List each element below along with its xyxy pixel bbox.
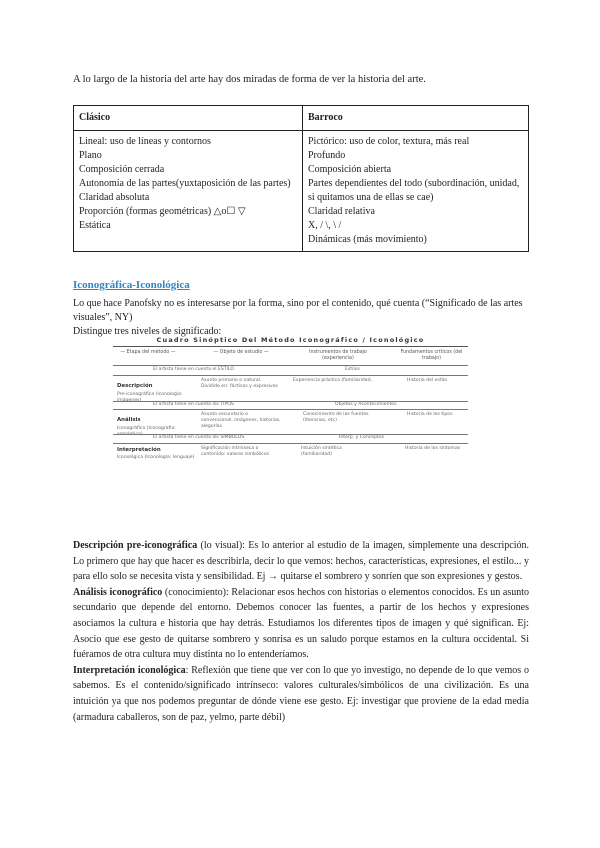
clasico-item: Proporción (formas geométricas) △o☐ ▽ — [79, 206, 246, 217]
barroco-item: Composición abierta — [308, 164, 392, 175]
level-paragraph — [73, 585, 529, 663]
figure-rule — [113, 443, 468, 444]
level-text: (conocimiento): Relacionar esos hechos con historias o elementos conocidos. Es un asunto secundario que depende del entorno. Debemos conocer las fuentes, a partir de los hechos y expresiones asociamos la cultura e historia que hay detrás. Estudiamos los diferentes tipos de imagen y qué significan. Ej: Asocio que ese gesto de quitarse sombrero y sonrisa es un saludo porque estamos en la cultura occidental. Si fuéramos de otra cultura muy distinta no lo entenderíamos. — [73, 586, 529, 661]
figure-row-note-right: Interp. y Conceptos — [339, 435, 384, 440]
figure-row-note: El artista tiene en cuenta los TIPOS — [153, 402, 234, 407]
figure-row-label: Interpretación — [117, 447, 161, 453]
figure-row-label: Descripción — [117, 383, 153, 389]
levels-intro: Distingue tres niveles de significado: — [73, 326, 222, 337]
clasico-item: Lineal: uso de líneas y contornos — [79, 136, 211, 147]
figure-row-foundation: Historia de los síntomas — [405, 446, 461, 451]
level-text: (lo visual): Es lo anterior al estudio de la imagen, simplemente una descripción. Lo primero que hay que hacer es describirla, decir lo que vemos: hechos, características, expresiones, el estilo... y para ello solo se necesita vista y sensibilidad. Ej → quitarse el sombrero y sonríen que son expresiones y gestos. — [73, 540, 529, 583]
level-text: : Reflexión que tiene que ver con lo que yo investigo, no depende de lo que vemos o sabemos. Es el contenido/significado intrínseco: valores culturales/simbólicos de una civilización. Es una intuición ya que nos podemos preguntar de dónde viene ese gesto. Ej: investigar que proviene de la edad media (armadura caballeros, son de paz, yelmo, parte débil) — [73, 664, 529, 723]
figure-row-note: El artista tiene en cuenta el ESTILO — [153, 367, 234, 372]
level-title: Interpretación iconológica — [73, 664, 186, 676]
comparison-header-row — [74, 106, 529, 131]
barroco-cell — [303, 131, 529, 252]
figure-col-header: Instrumentos de trabajo (experiencia) — [309, 350, 367, 361]
figure-row-instrument: Experiencia práctica (familiaridad, — [293, 378, 372, 383]
figure-rule — [113, 375, 468, 376]
figure-row-object: Asunto primario o natural. Dividido en: fácticos y expresivos — [201, 378, 278, 389]
barroco-item: Claridad relativa — [308, 206, 375, 217]
barroco-item: Dinámicas (más movimiento) — [308, 234, 427, 245]
figure-row-note-right: Objetos y Acontecimientos — [335, 402, 397, 407]
figure-row-foundation: Historia de los tipos — [407, 412, 453, 417]
figure-col-header: — Etapa del método — — [120, 350, 176, 355]
figure-title-rule — [113, 346, 468, 347]
header-clasico: Clásico — [74, 106, 303, 131]
clasico-item: Composición cerrada — [79, 164, 165, 175]
clasico-item: Plano — [79, 150, 102, 161]
figure-rule — [113, 365, 468, 366]
figure-row-foundation: Historia del estilo — [407, 378, 448, 383]
figure-col-header: Fundamentos críticos (del trabajo) — [400, 350, 463, 361]
levels-explanation — [73, 538, 529, 725]
figure-row-instrument: Intuición sintética (familiaridad) — [301, 446, 342, 457]
panofsky-paragraph: Lo que hace Panofsky no es interesarse por la forma, sino por el contenido, qué cuenta (“Significado de las artes visuales”, NY) — [73, 298, 523, 323]
figure-row-note-right: Estilos — [345, 367, 360, 372]
figure-row-object: Significación intrínseca o contenido: valores simbólicos — [201, 446, 270, 457]
comparison-table — [73, 105, 529, 252]
clasico-item: Estática — [79, 220, 111, 231]
figure-row-sub: Iconográfico (Iconografía: — [117, 426, 176, 431]
barroco-item: X, / \, \ / — [308, 220, 342, 231]
figure-row-label: Análisis — [117, 417, 141, 423]
figure-rule — [113, 409, 468, 410]
figure-row-note: El artista tiene en cuenta los SÍMBOLOS — [153, 435, 245, 440]
figure-row-sub: Iconológica (Iconología: lenguaje) — [117, 455, 195, 460]
barroco-item: Partes dependientes del todo (subordinación, unidad, si quitamos una de ellas se cae) — [308, 178, 520, 203]
clasico-item: Autonomía de las partes(yuxtaposición de las partes) — [79, 178, 291, 189]
level-title: Descripción pre-iconográfica — [73, 540, 198, 551]
clasico-item: Claridad absoluta — [79, 192, 150, 203]
level-paragraph — [73, 538, 529, 585]
level-title: Análisis iconográfico — [73, 586, 163, 598]
figure-row-object: Asunto secundario o convencional, imágenes, historias, alegorías — [201, 412, 281, 429]
section-title-link[interactable]: Iconográfica-Iconológica — [73, 279, 190, 291]
clasico-cell — [74, 131, 303, 252]
synoptic-table-figure — [113, 336, 468, 466]
figure-row-sub: Pre-iconográfica (Iconología: — [117, 392, 183, 397]
intro-text: A lo largo de la historia del arte hay dos miradas de forma de ver la historia del arte. — [73, 74, 426, 85]
barroco-item: Profundo — [308, 150, 346, 161]
header-barroco: Barroco — [303, 106, 529, 131]
comparison-body-row — [74, 131, 529, 252]
level-paragraph — [73, 663, 529, 725]
figure-col-header: — Objeto de estudio — — [213, 350, 269, 355]
barroco-item: Pictórico: uso de color, textura, más real — [308, 136, 470, 147]
figure-row-instrument: Conocimiento de las fuentes (literarias, etc) — [303, 412, 369, 423]
figure-title: Cuadro Sinóptico Del Método Iconográfico / Iconológico — [156, 336, 425, 344]
